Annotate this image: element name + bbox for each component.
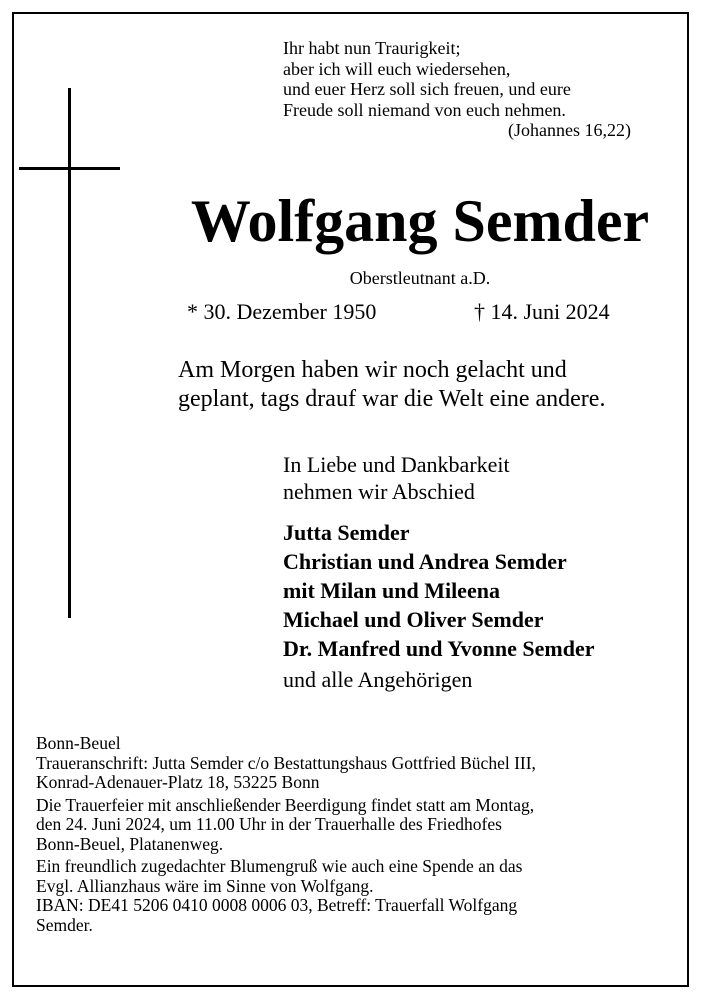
memorial-quote	[178, 356, 605, 414]
funeral-info	[36, 734, 666, 935]
funeral-line: den 24. Juni 2024, um 11.00 Uhr in der Trauerhalle des Friedhofes	[36, 814, 502, 834]
farewell-line: nehmen wir Abschied	[283, 479, 475, 504]
quote-line: Am Morgen haben wir noch gelacht und	[178, 357, 567, 383]
funeral-line: Bonn-Beuel, Platanenweg.	[36, 833, 224, 854]
death-date: † 14. Juni 2024	[474, 299, 610, 324]
birth-date: * 30. Dezember 1950	[187, 299, 377, 324]
info-place: Bonn-Beuel	[36, 733, 121, 753]
mourners-closing: und alle Angehörigen	[283, 667, 473, 692]
cross-horizontal-bar	[19, 167, 120, 170]
donation-line: IBAN: DE41 5206 0410 0008 0006 03, Betreff: Trauerfall Wolfgang	[36, 895, 518, 915]
verse-line: und euer Herz soll sich freuen, und eure	[283, 79, 571, 99]
verse-reference: (Johannes 16,22)	[508, 120, 631, 140]
mourners-list	[283, 518, 595, 694]
farewell-line: In Liebe und Dankbarkeit	[283, 452, 510, 477]
mourner-name: Jutta Semder	[283, 520, 410, 545]
funeral-line: Die Trauerfeier mit anschließender Beerdigung findet statt am Montag,	[36, 794, 535, 815]
address-line: Konrad-Adenauer-Platz 18, 53225 Bonn	[36, 772, 320, 792]
mourner-name: Christian und Andrea Semder	[283, 549, 567, 574]
verse-line: aber ich will euch wiedersehen,	[283, 58, 511, 79]
mourner-name: Michael und Oliver Semder	[283, 607, 544, 632]
address-line: Traueranschrift: Jutta Semder c/o Bestattungshaus Gottfried Büchel III,	[36, 752, 536, 773]
mourner-name: Dr. Manfred und Yvonne Semder	[283, 636, 595, 661]
farewell-text	[283, 451, 510, 505]
deceased-name: Wolfgang Semder	[190, 188, 650, 254]
donation-line: Ein freundlich zugedachter Blumengruß wie auch eine Spende an das	[36, 856, 523, 876]
donation-line: Semder.	[36, 914, 93, 935]
quote-line: geplant, tags drauf war die Welt eine andere.	[178, 386, 606, 412]
verse-line: Ihr habt nun Traurigkeit;	[283, 38, 461, 58]
deceased-rank: Oberstleutnant a.D.	[349, 268, 491, 288]
verse-line: Freude soll niemand von euch nehmen.	[283, 99, 566, 120]
donation-line: Evgl. Allianzhaus wäre im Sinne von Wolfgang.	[36, 875, 374, 896]
bible-verse	[283, 38, 643, 141]
mourner-name: mit Milan und Mileena	[283, 578, 500, 603]
